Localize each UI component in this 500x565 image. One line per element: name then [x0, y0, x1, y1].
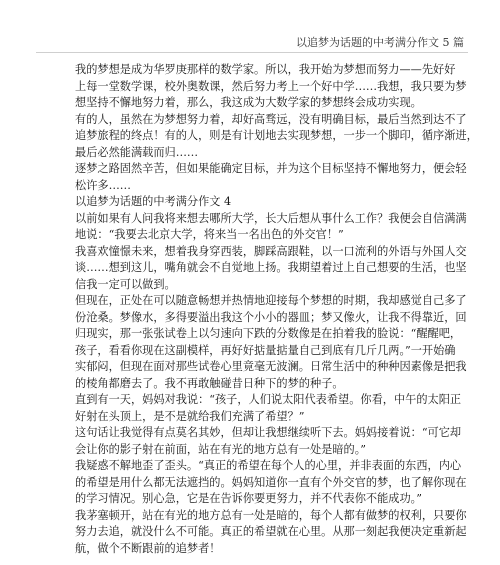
text-line: 但现在，正处在可以随意畅想并热情地迎接每个梦想的时期，我却感觉自己多了 — [75, 294, 467, 307]
text-line: 航，做个不断跟前的追梦者！ — [75, 541, 221, 555]
text-line: 的希望是用什么都无法遮挡的。妈妈知道你一直有个外交官的梦，也了解你现在 — [75, 475, 467, 489]
text-line: 我疑惑不解地歪了歪头。“真正的希望在每个人的心里，并非表面的东西，内心 — [75, 459, 462, 472]
text-line: 谈……想到这儿，嘴角就会不自觉地上扬。我期望着过上自己想要的生活，也坚 — [75, 261, 467, 274]
page-header: 以追梦为话题的中考满分作文 5 篇 — [296, 36, 464, 49]
text-line: 信我一定可以做到。 — [75, 277, 176, 291]
text-line: 追梦旅程的终点！有的人，则是有计划地去实现梦想，一步一个脚印，循序渐进， — [75, 129, 478, 142]
text-line: 地说：“我要去北京大学，将来当一名出色的外交官！” — [75, 228, 344, 241]
text-line: 想坚持不懈地努力着，那么，我这成为大数学家的梦想终会成功实现。 — [75, 96, 422, 109]
section-heading: 以追梦为话题的中考满分作文 4 — [75, 195, 232, 208]
text-line: 孩子，看看你现在这副模样，再好好掂量掂量自己到底有几斤几两。”一开始确 — [75, 343, 456, 357]
header-divider — [36, 52, 468, 53]
text-line: 松许多…… — [75, 178, 131, 192]
text-line: 上每一堂数学课，校外奥数课，然后努力考上一个好中学……我想，我只要为梦 — [75, 79, 467, 93]
text-line: 我喜欢憧憬未来，想着我身穿西装，脚踩高跟鞋，以一口流利的外语与外国人交 — [75, 244, 467, 258]
text-line: 归现实，那一张张试卷上以匀速向下跌的分数像是在拍着我的脸说：“醒醒吧， — [75, 327, 462, 340]
text-line: 最后必然能满载而归…… — [75, 145, 199, 159]
text-line: 以前如果有人问我将来想去哪所大学，长大后想从事什么工作？我便会自信满满 — [75, 211, 467, 225]
text-line: 有的人，虽然在为梦想努力着，却好高骛远，没有明确目标，最后当然到达不了 — [75, 112, 467, 126]
text-line: 好射在头顶上，是不是就给我们充满了希望？” — [75, 409, 305, 423]
document-body — [75, 62, 478, 557]
text-line: 努力去追，就没什么不可能。真正的希望就在心里。从那一刻起我便决定重新起 — [75, 525, 467, 538]
text-line: 我的梦想是成为华罗庚那样的数学家。所以，我开始为梦想而努力——先好好 — [75, 63, 456, 76]
text-line: 份沧桑。梦像水，多得要溢出我这个小小的器皿；梦又像火，让我不得靠近，回 — [75, 310, 467, 324]
text-line: 的棱角都磨去了。我不再敢触碰昔日种下的梦的种子。 — [75, 376, 344, 390]
text-line: 逐梦之路固然辛苦，但如果能确定目标，并为这个目标坚持不懈地努力，便会轻 — [75, 162, 467, 175]
text-line: 会让你的影子射在前面，站在有光的地方总有一处是暗的。” — [75, 442, 366, 456]
text-line: 这句话让我觉得有点莫名其妙，但却让我想继续听下去。妈妈接着说：“可它却 — [75, 426, 462, 439]
text-line: 我茅塞顿开，站在有光的地方总有一处是暗的，每个人都有做梦的权利，只要你 — [75, 508, 467, 522]
text-line: 直到有一天，妈妈对我说：“孩子，人们说太阳代表希望。你看，中午的太阳正 — [75, 393, 462, 406]
text-line: 实郁闷，但现在面对那些试卷心里竟毫无波澜。日常生活中的种种因素像是把我 — [75, 360, 467, 373]
text-line: 的学习情况。别心急，它是在告诉你要更努力，并不代表你不能成功。” — [75, 492, 422, 505]
